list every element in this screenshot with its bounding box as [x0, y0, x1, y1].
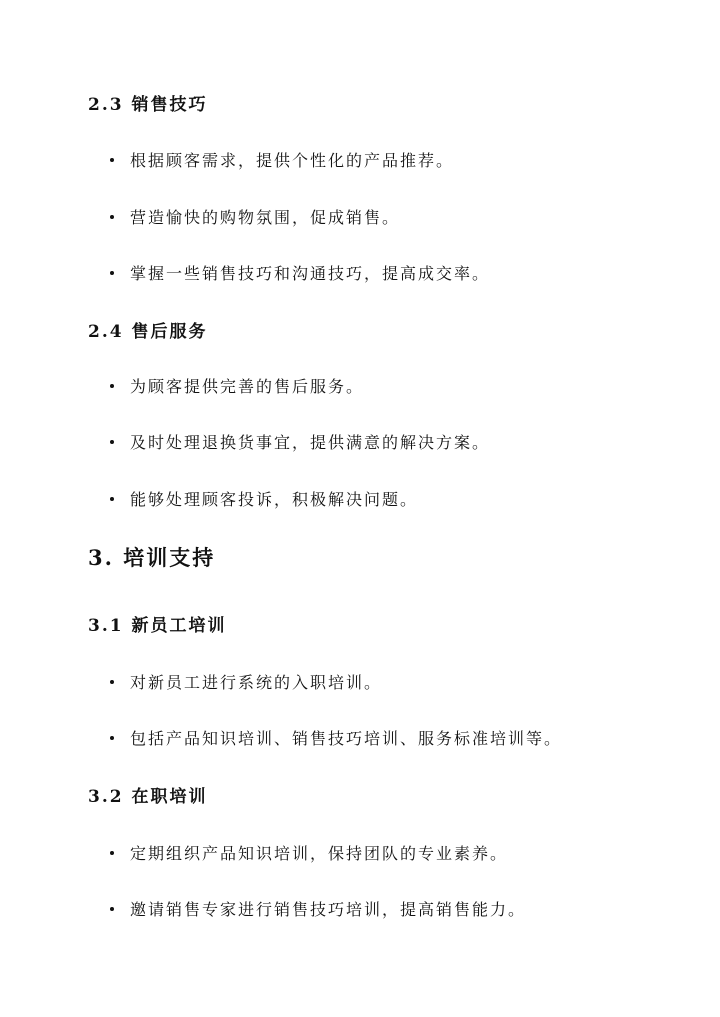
bullet-icon — [110, 907, 114, 911]
list-item — [110, 487, 418, 510]
list-item-text: 根据顾客需求，提供个性化的产品推荐。 — [130, 151, 455, 170]
section-heading-3-1: 3.1 新员工培训 — [88, 616, 227, 636]
list-item-text: 能够处理顾客投诉，积极解决问题。 — [130, 490, 419, 509]
bullet-icon — [110, 215, 114, 219]
list-item-text: 为顾客提供完善的售后服务。 — [130, 377, 365, 396]
list-item — [110, 148, 454, 171]
bullet-icon — [110, 384, 114, 388]
list-item — [110, 897, 526, 920]
bullet-icon — [110, 271, 114, 275]
list-item-text: 邀请销售专家进行销售技巧培训，提高销售能力。 — [130, 900, 527, 919]
list-item — [110, 205, 400, 228]
list-item-text: 包括产品知识培训、销售技巧培训、服务标准培训等。 — [130, 729, 563, 748]
section-heading-3-2: 3.2 在职培训 — [88, 787, 208, 807]
bullet-icon — [110, 680, 114, 684]
list-item — [110, 374, 364, 397]
section-heading-2-3: 2.3 销售技巧 — [88, 95, 208, 115]
bullet-icon — [110, 736, 114, 740]
list-item-text: 定期组织产品知识培训，保持团队的专业素养。 — [130, 844, 509, 863]
main-heading-3: 3. 培训支持 — [88, 545, 216, 570]
list-item-text: 营造愉快的购物氛围，促成销售。 — [130, 208, 401, 227]
bullet-icon — [110, 440, 114, 444]
list-item — [110, 261, 490, 284]
section-heading-2-4: 2.4 售后服务 — [88, 322, 208, 342]
list-item — [110, 670, 382, 693]
bullet-icon — [110, 158, 114, 162]
bullet-icon — [110, 497, 114, 501]
list-item-text: 对新员工进行系统的入职培训。 — [130, 673, 383, 692]
list-item — [110, 726, 562, 749]
bullet-icon — [110, 851, 114, 855]
list-item — [110, 841, 508, 864]
list-item-text: 掌握一些销售技巧和沟通技巧，提高成交率。 — [130, 264, 491, 283]
list-item — [110, 430, 490, 453]
list-item-text: 及时处理退换货事宜，提供满意的解决方案。 — [130, 433, 491, 452]
